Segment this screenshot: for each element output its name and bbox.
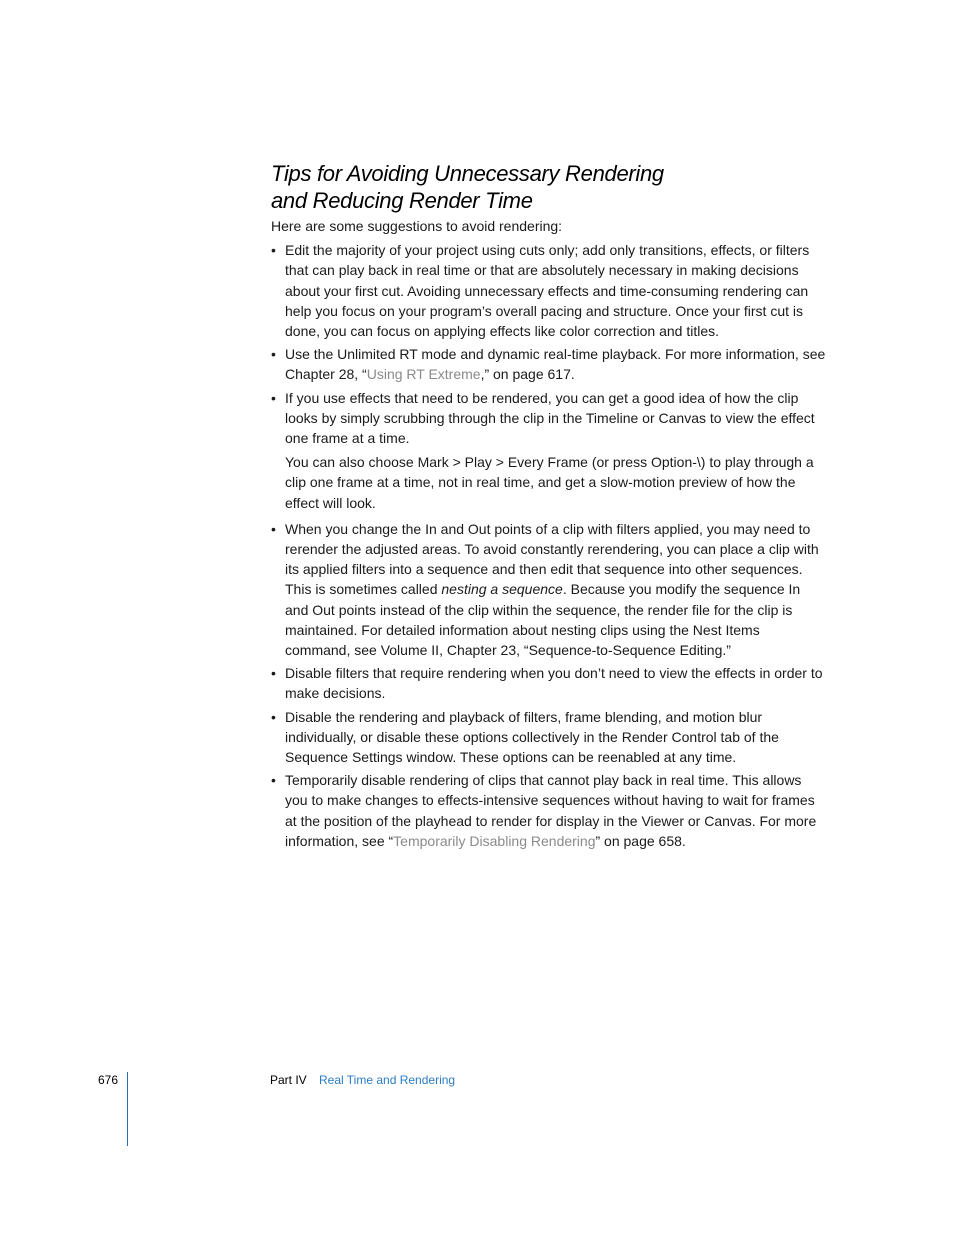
text-run: Temporarily disable rendering of clips that cannot play back in real time. This allows you to make changes to effects-intensive sequences without having to wait for frames at the position of the playhead to render for display in the Viewer or Canvas. For more information, see “ bbox=[285, 772, 817, 849]
intro-text: Here are some suggestions to avoid rendering: bbox=[271, 218, 563, 234]
list-item-text bbox=[285, 770, 827, 851]
page-footer bbox=[0, 1068, 954, 1148]
heading-line-1: Tips for Avoiding Unnecessary Rendering bbox=[271, 161, 664, 186]
text-run: When you change the In and Out points of a clip with filters applied, you may need to rerender the adjusted areas. To avoid constantly rerendering, you can place a clip with its applied filters into a sequence and then edit that sequence into other sequences. This is sometimes called bbox=[285, 520, 819, 598]
part-label: Part IV bbox=[270, 1073, 307, 1087]
text-run: ” on page 658. bbox=[595, 832, 686, 849]
page-number: 676 bbox=[98, 1073, 119, 1087]
tips-list bbox=[271, 240, 827, 851]
section-heading bbox=[271, 160, 664, 214]
chapter-title-link[interactable]: Real Time and Rendering bbox=[319, 1073, 456, 1087]
list-item bbox=[271, 707, 827, 768]
footer-divider bbox=[127, 1072, 128, 1146]
text-run: . Because you modify the sequence In and Out points instead of the clip within the sequence, the render file for the clip is maintained. For detailed information about nesting clips using the Nest Items command, see Volume II, Chapter 23, “Sequence-to-Sequence Editing.” bbox=[285, 581, 801, 659]
bullet-icon: • bbox=[271, 665, 276, 682]
bullet-icon: • bbox=[271, 772, 276, 789]
list-item bbox=[271, 388, 827, 513]
list-item bbox=[271, 663, 827, 703]
heading-line-2: and Reducing Render Time bbox=[271, 188, 533, 213]
list-item-text: Disable the rendering and playback of filters, frame blending, and motion blur individually, or disable these options collectively in the Render Control tab of the Sequence Settings window. These options can be reenabled at any time. bbox=[285, 708, 779, 766]
bullet-icon: • bbox=[271, 242, 276, 259]
list-item-text bbox=[285, 519, 827, 660]
link-temporarily-disabling-rendering[interactable]: Temporarily Disabling Rendering bbox=[393, 832, 596, 849]
list-item-subparagraph: You can also choose Mark > Play > Every Frame (or press Option-\) to play through a clip one frame at a time, not in real time, and get a slow-motion preview of how the effect will look. bbox=[285, 454, 814, 511]
list-item-text bbox=[285, 344, 827, 384]
bullet-icon: • bbox=[271, 346, 276, 363]
bullet-icon: • bbox=[271, 520, 276, 537]
list-item bbox=[271, 240, 827, 341]
text-run: ,” on page 617. bbox=[480, 366, 575, 383]
text-run: Use the Unlimited RT mode and dynamic real-time playback. For more information, see Chapter 28, “ bbox=[285, 346, 826, 383]
bullet-icon: • bbox=[271, 708, 276, 725]
emphasis-term: nesting a sequence bbox=[441, 581, 563, 598]
bullet-icon: • bbox=[271, 389, 276, 406]
body-content bbox=[271, 216, 827, 854]
list-item-text: Disable filters that require rendering when you don’t need to view the effects in order to make decisions. bbox=[285, 665, 823, 702]
list-item bbox=[271, 519, 827, 660]
link-using-rt-extreme[interactable]: Using RT Extreme bbox=[366, 366, 481, 383]
list-item-text: Edit the majority of your project using cuts only; add only transitions, effects, or filters that can play back in real time or that are absolutely necessary in making decisions about your first cut. Avoiding unnecessary effects and time-consuming rendering can help you focus on your program’s overall pacing and structure. Once your first cut is done, you can focus on applying effects like color correction and titles. bbox=[285, 242, 810, 340]
list-item bbox=[271, 770, 827, 851]
list-item-text: If you use effects that need to be rendered, you can get a good idea of how the clip looks by simply scrubbing through the clip in the Timeline or Canvas to view the effect one frame at a time. bbox=[285, 389, 815, 447]
list-item bbox=[271, 344, 827, 384]
